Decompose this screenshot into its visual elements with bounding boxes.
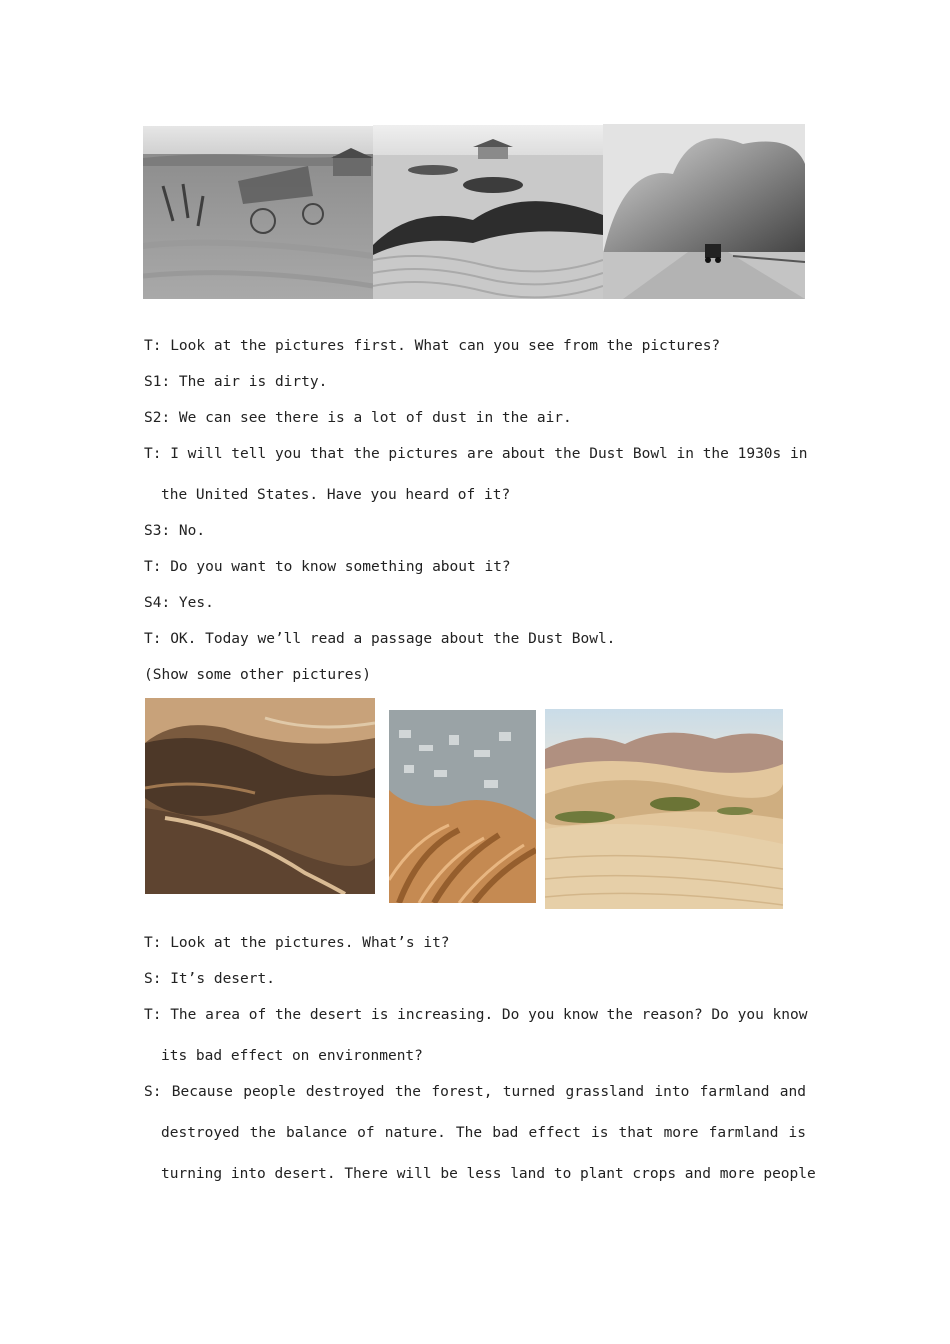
dialogue-line-12: S: Because people destroyed the forest, turned grassland into farmland and xyxy=(144,1084,806,1100)
dust-covered-house-photo xyxy=(373,125,603,299)
dialogue-line-10: S: It’s desert. xyxy=(144,971,275,987)
desert-town-aerial-photo xyxy=(389,710,536,903)
dialogue-line-12c: turning into desert. There will be less land to plant crops and more people xyxy=(161,1166,816,1182)
dialogue-line-11b: its bad effect on environment? xyxy=(161,1048,423,1064)
dialogue-line-6: T: Do you want to know something about it? xyxy=(144,559,511,575)
eroded-canyon-photo xyxy=(145,698,375,894)
dialogue-line-4: T: I will tell you that the pictures are about the Dust Bowl in the 1930s in xyxy=(144,446,808,462)
dialogue-line-2: S1: The air is dirty. xyxy=(144,374,328,390)
dialogue-line-1: T: Look at the pictures first. What can you see from the pictures? xyxy=(144,338,721,354)
dialogue-line-11: T: The area of the desert is increasing. Do you know the reason? Do you know xyxy=(144,1007,808,1023)
dialogue-line-4b: the United States. Have you heard of it? xyxy=(161,487,511,503)
dialogue-line-7: S4: Yes. xyxy=(144,595,214,611)
dust-storm-road-photo xyxy=(603,124,805,299)
dialogue-line-8: T: OK. Today we’ll read a passage about the Dust Bowl. xyxy=(144,631,616,647)
dialogue-line-9: T: Look at the pictures. What’s it? xyxy=(144,935,450,951)
stage-direction: (Show some other pictures) xyxy=(144,667,371,683)
dialogue-line-3: S2: We can see there is a lot of dust in the air. xyxy=(144,410,572,426)
sand-dunes-photo xyxy=(545,709,783,909)
dialogue-line-5: S3: No. xyxy=(144,523,206,539)
dust-bowl-farm-photo xyxy=(143,126,373,299)
dialogue-line-12b: destroyed the balance of nature. The bad effect is that more farmland is xyxy=(161,1125,806,1141)
